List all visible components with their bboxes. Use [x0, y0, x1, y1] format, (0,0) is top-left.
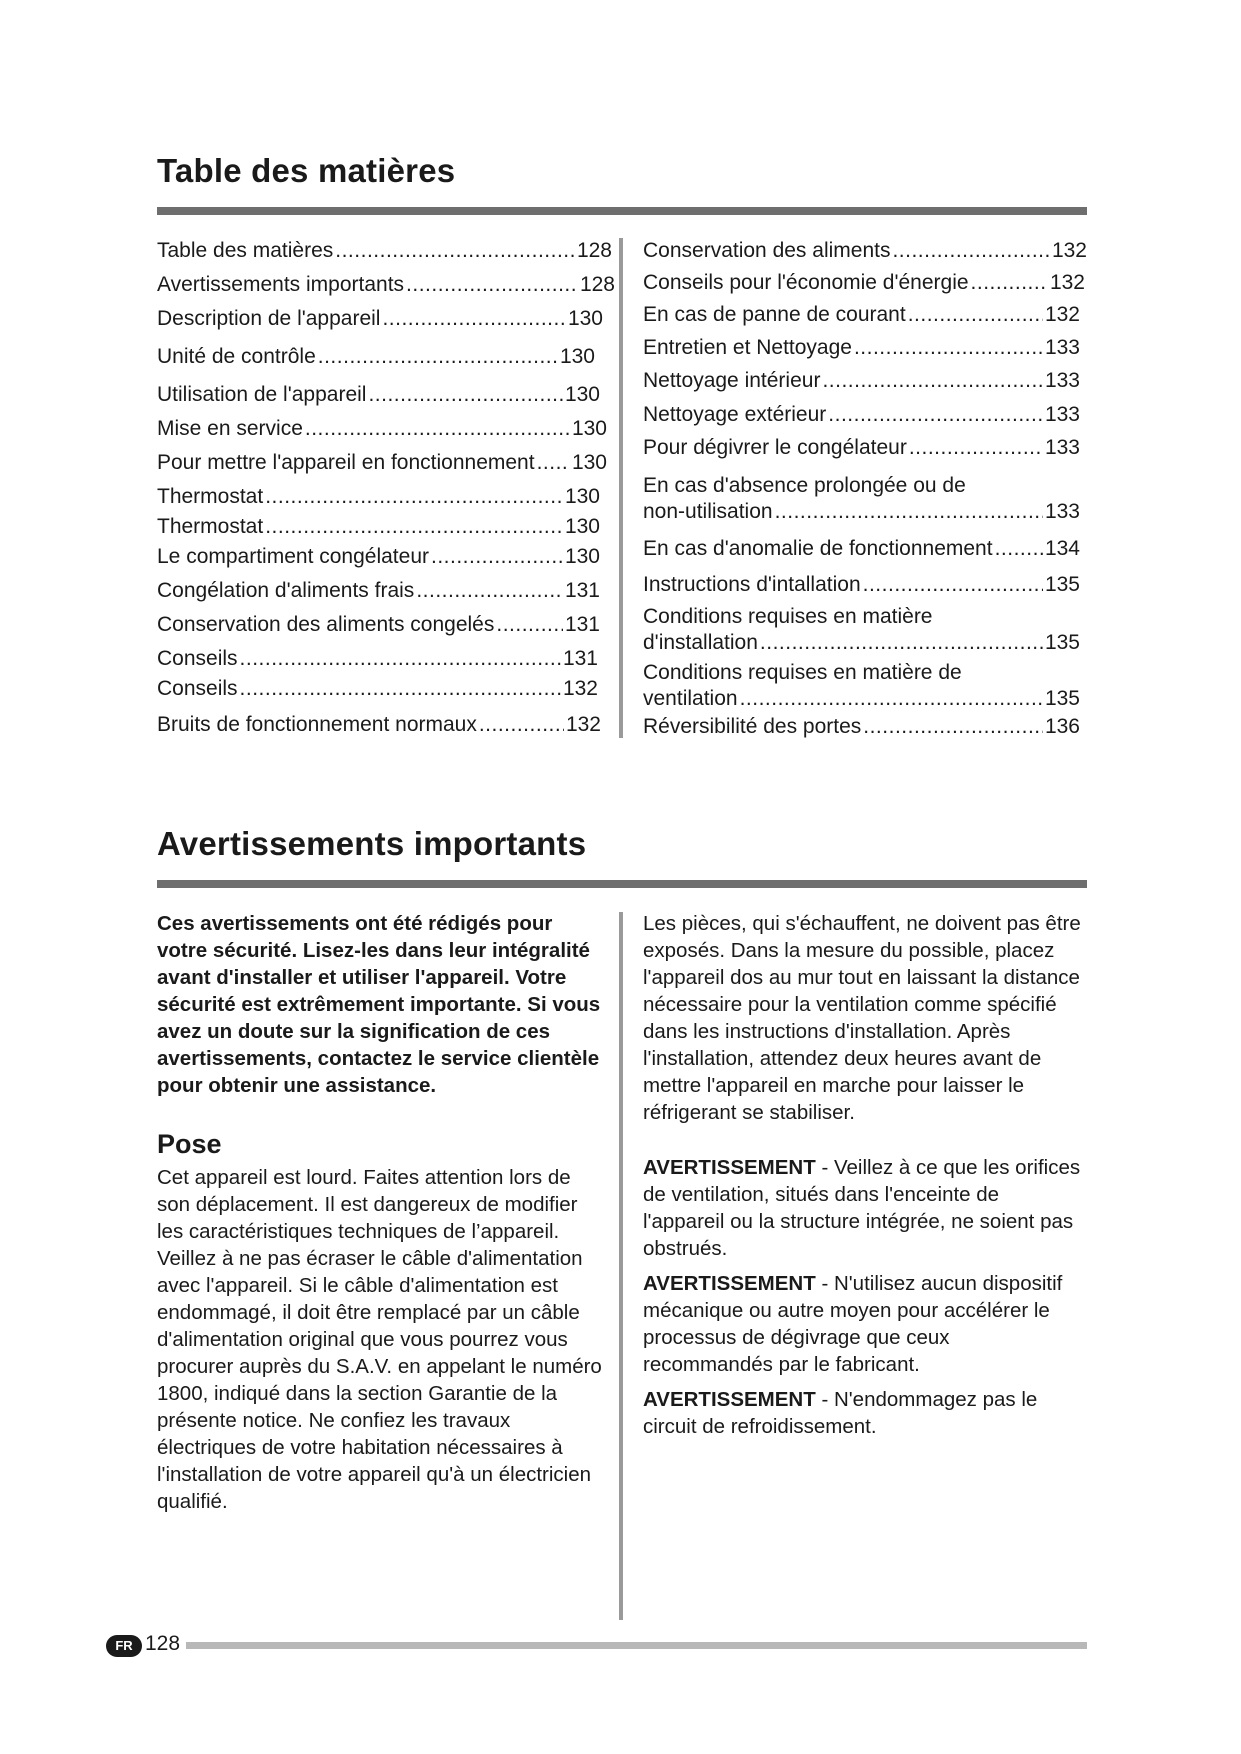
pose-heading: Pose: [157, 1129, 222, 1159]
toc-entry[interactable]: Le compartiment congélateur ..... 130: [157, 544, 600, 570]
toc-entry[interactable]: Conservation des aliments congelés ..... 131: [157, 612, 600, 638]
toc-entry[interactable]: Entretien et Nettoyage ..... 133: [643, 335, 1080, 361]
toc-entry[interactable]: Thermostat ..... 130: [157, 484, 600, 510]
toc-entry[interactable]: Pour mettre l'appareil en fonctionnement ..... 130: [157, 450, 607, 476]
toc-entry[interactable]: En cas de panne de courant ..... 132: [643, 302, 1080, 328]
toc-entry[interactable]: Nettoyage intérieur ..... 133: [643, 368, 1080, 394]
page-number: 128: [145, 1632, 181, 1655]
ventilation-text: Les pièces, qui s'échauffent, ne doivent pas être exposés. Dans la mesure du possible, placez l'appareil dos au mur tout en laissant la distance nécessaire pour la ventilation comme spécifié dans les instructions d'installation. Après l'installation, attendez deux heures avant de mettre l'appareil en marche pour laisser le réfrigerant se stabiliser.: [643, 912, 1081, 1124]
toc-entry[interactable]: Avertissements importants ..... 128: [157, 272, 615, 298]
warnings-title: Avertissements importants: [157, 825, 587, 862]
toc-entry[interactable]: Conseils ..... 132: [157, 676, 598, 702]
toc-entry[interactable]: Congélation d'aliments frais ..... 131: [157, 578, 600, 604]
toc-title: Table des matières: [157, 152, 456, 189]
toc-entry[interactable]: Bruits de fonctionnement normaux ..... 132: [157, 712, 601, 738]
toc-entry[interactable]: Thermostat ..... 130: [157, 514, 600, 540]
pose-text: Cet appareil est lourd. Faites attention lors de son déplacement. Il est dangereux de modifier les caractéristiques techniques de l’appareil. Veillez à ne pas écraser le câble d'alimentation avec l'appareil. Si le câble d'alimentation est endommagé, il doit être remplacé par un câble d'alimentation original que vous pourrez vous procurer auprès du S.A.V. en appelant le numéro 1800, indiqué dans la section Garantie de la présente notice. Ne confiez les travaux électriques de votre habitation nécessaires à l'installation de votre appareil qu'à un électricien qualifié.: [157, 1166, 602, 1513]
toc-entry[interactable]: Description de l'appareil ..... 130: [157, 306, 603, 332]
toc-entry[interactable]: Conseils ..... 131: [157, 646, 598, 672]
toc-entry[interactable]: Unité de contrôle ..... 130: [157, 344, 595, 370]
toc-column-divider: [619, 238, 623, 738]
toc-entry[interactable]: Mise en service ..... 130: [157, 416, 607, 442]
toc-entry[interactable]: Conseils pour l'économie d'énergie ..... 132: [643, 270, 1085, 296]
safety-intro: Ces avertissements ont été rédigés pour votre sécurité. Lisez-les dans leur intégralité avant d'installer et utiliser l'appareil. Votre sécurité est extrêmement importante. Si vous avez un doute sur la signification de ces avertissements, contactez le service clientèle pour obtenir une assistance.: [157, 912, 601, 1097]
warning-item: AVERTISSEMENT - Veillez à ce que les orifices de ventilation, situés dans l'enceinte de l'appareil ou la structure intégrée, ne soient pas obstrués.: [643, 1156, 1081, 1260]
toc-entry[interactable]: Conditions requises en matière d'installation ..... 135: [643, 604, 1080, 656]
toc-entry[interactable]: En cas d'anomalie de fonctionnement ..... 134: [643, 536, 1080, 562]
toc-title-rule: [157, 207, 1087, 215]
warning-item: AVERTISSEMENT - N'endommagez pas le circuit de refroidissement.: [643, 1388, 1038, 1438]
toc-entry[interactable]: En cas d'absence prolongée ou de non-utilisation ..... 133: [643, 473, 1080, 525]
footer-rule: [186, 1642, 1087, 1649]
toc-entry[interactable]: Utilisation de l'appareil ..... 130: [157, 382, 600, 408]
toc-entry[interactable]: Instructions d'intallation ..... 135: [643, 572, 1080, 598]
toc-entry[interactable]: Pour dégivrer le congélateur ..... 133: [643, 435, 1080, 461]
toc-entry[interactable]: Réversibilité des portes ..... 136: [643, 714, 1080, 740]
warnings-right-column: [643, 910, 1083, 1440]
toc-entry[interactable]: Conditions requises en matière de ventilation ..... 135: [643, 660, 1080, 712]
toc-entry[interactable]: Table des matières ..... 128: [157, 238, 612, 264]
warning-item: AVERTISSEMENT - N'utilisez aucun dispositif mécanique ou autre moyen pour accélérer le processus de dégivrage que ceux recommandés par le fabricant.: [643, 1272, 1063, 1376]
warnings-title-rule: [157, 880, 1087, 888]
warnings-column-divider: [619, 912, 623, 1620]
toc-entry[interactable]: Conservation des aliments ..... 132: [643, 238, 1087, 264]
language-badge: FR: [106, 1635, 142, 1657]
toc-entry[interactable]: Nettoyage extérieur ..... 133: [643, 402, 1080, 428]
warnings-left-column: [157, 910, 607, 1515]
